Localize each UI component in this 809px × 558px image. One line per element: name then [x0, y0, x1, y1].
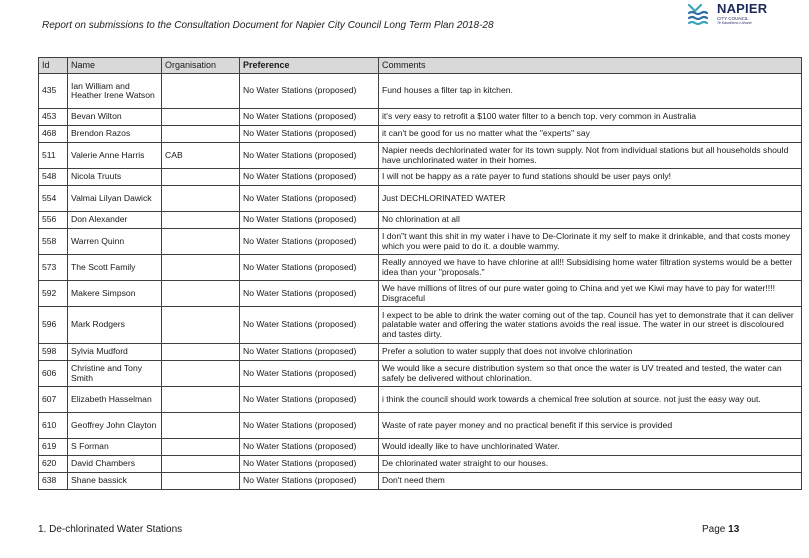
cell-preference: No Water Stations (proposed) [240, 361, 379, 387]
cell-organisation [162, 255, 240, 281]
cell-organisation [162, 473, 240, 490]
table-row [39, 307, 802, 344]
cell-comment: i think the council should work towards a chemical free solution at source. not just the easy way out. [379, 387, 802, 413]
cell-comment: De chlorinated water straight to our houses. [379, 456, 802, 473]
cell-preference: No Water Stations (proposed) [240, 307, 379, 344]
cell-name: Mark Rodgers [68, 307, 162, 344]
cell-id: 468 [39, 126, 68, 143]
table-row [39, 456, 802, 473]
cell-comment: it's very easy to retrofit a $100 water filter to a bench top. very common in Australia [379, 109, 802, 126]
logo-subtitle: CITY COUNCIL [717, 16, 749, 21]
footer-page [702, 524, 739, 535]
cell-comment: Really annoyed we have to have chlorine at all!! Subsidising home water filtration systems would be a better idea than your "proposals." [379, 255, 802, 281]
cell-comment: Napier needs dechlorinated water for its town supply. Not from individual stations but all households should have unchlorinated water in their homes. [379, 143, 802, 169]
cell-name: The Scott Family [68, 255, 162, 281]
cell-preference: No Water Stations (proposed) [240, 473, 379, 490]
cell-name: Nicola Truuts [68, 169, 162, 186]
cell-organisation [162, 109, 240, 126]
cell-id: 598 [39, 344, 68, 361]
table-row [39, 169, 802, 186]
cell-organisation [162, 387, 240, 413]
cell-organisation [162, 229, 240, 255]
cell-preference: No Water Stations (proposed) [240, 212, 379, 229]
cell-name: Valmai Lilyan Dawick [68, 186, 162, 212]
table-row [39, 143, 802, 169]
cell-comment: I will not be happy as a rate payer to fund stations should be user pays only! [379, 169, 802, 186]
submissions-table [38, 57, 802, 490]
header-organisation: Organisation [162, 58, 240, 74]
cell-preference: No Water Stations (proposed) [240, 229, 379, 255]
table-row [39, 74, 802, 109]
footer-page-number: 13 [728, 524, 740, 535]
cell-id: 554 [39, 186, 68, 212]
cell-preference: No Water Stations (proposed) [240, 456, 379, 473]
footer-page-label: Page [702, 524, 726, 535]
cell-id: 558 [39, 229, 68, 255]
cell-preference: No Water Stations (proposed) [240, 281, 379, 307]
table-row [39, 439, 802, 456]
cell-comment: No chlorination at all [379, 212, 802, 229]
table-row [39, 109, 802, 126]
cell-name: Valerie Anne Harris [68, 143, 162, 169]
table-row [39, 212, 802, 229]
table-row [39, 229, 802, 255]
cell-id: 556 [39, 212, 68, 229]
logo-wordmark [717, 2, 767, 25]
cell-name: Christine and Tony Smith [68, 361, 162, 387]
cell-name: Don Alexander [68, 212, 162, 229]
table-row [39, 344, 802, 361]
cell-name: S Forman [68, 439, 162, 456]
cell-preference: No Water Stations (proposed) [240, 169, 379, 186]
cell-id: 592 [39, 281, 68, 307]
cell-comment: We have millions of litres of our pure water going to China and yet we Kiwi may have to pay for water!!!! Disgraceful [379, 281, 802, 307]
cell-preference: No Water Stations (proposed) [240, 186, 379, 212]
cell-preference: No Water Stations (proposed) [240, 255, 379, 281]
cell-organisation [162, 344, 240, 361]
header-name: Name [68, 58, 162, 74]
cell-name: Shane bassick [68, 473, 162, 490]
cell-name: Bevan Wilton [68, 109, 162, 126]
cell-name: David Chambers [68, 456, 162, 473]
cell-organisation [162, 361, 240, 387]
cell-preference: No Water Stations (proposed) [240, 344, 379, 361]
cell-organisation [162, 307, 240, 344]
cell-id: 453 [39, 109, 68, 126]
table-body [39, 74, 802, 490]
cell-id: 511 [39, 143, 68, 169]
cell-comment: I expect to be able to drink the water coming out of the tap. Council has yet to demonstrate that it can deliver palatable water and offering the water stations avoids the real issue. The water in our street is discoloured and tastes dirty. [379, 307, 802, 344]
cell-id: 638 [39, 473, 68, 490]
cell-organisation [162, 186, 240, 212]
cell-id: 596 [39, 307, 68, 344]
cell-organisation [162, 74, 240, 109]
cell-preference: No Water Stations (proposed) [240, 74, 379, 109]
report-title: Report on submissions to the Consultation Document for Napier City Council Long Term Plan 2018-28 [42, 20, 494, 31]
cell-comment: Would ideally like to have unchlorinated Water. [379, 439, 802, 456]
cell-preference: No Water Stations (proposed) [240, 439, 379, 456]
cell-name: Sylvia Mudford [68, 344, 162, 361]
cell-preference: No Water Stations (proposed) [240, 413, 379, 439]
table-row [39, 255, 802, 281]
table-row [39, 186, 802, 212]
footer-section-label: 1. De-chlorinated Water Stations [38, 524, 183, 535]
cell-comment: it can't be good for us no matter what the "experts" say [379, 126, 802, 143]
table-header-row [39, 58, 802, 74]
cell-comment: We would like a secure distribution system so that once the water is UV treated and tested, the water can safely be delivered without chlorination. [379, 361, 802, 387]
cell-id: 573 [39, 255, 68, 281]
cell-organisation [162, 413, 240, 439]
cell-organisation [162, 439, 240, 456]
cell-name: Makere Simpson [68, 281, 162, 307]
logo-name: NAPIER [717, 1, 768, 16]
cell-id: 620 [39, 456, 68, 473]
cell-id: 435 [39, 74, 68, 109]
header-comments: Comments [379, 58, 802, 74]
cell-name: Ian William and Heather Irene Watson [68, 74, 162, 109]
cell-name: Geoffrey John Clayton [68, 413, 162, 439]
cell-organisation [162, 281, 240, 307]
cell-organisation: CAB [162, 143, 240, 169]
cell-organisation [162, 456, 240, 473]
table-row [39, 387, 802, 413]
header-preference: Preference [240, 58, 379, 74]
cell-id: 607 [39, 387, 68, 413]
cell-preference: No Water Stations (proposed) [240, 126, 379, 143]
cell-name: Brendon Razos [68, 126, 162, 143]
cell-comment: Just DECHLORINATED WATER [379, 186, 802, 212]
cell-organisation [162, 169, 240, 186]
logo-tagline: Te Kaunihera o Ahuriri [717, 21, 752, 25]
cell-comment: I don"t want this shit in my water i have to De-Clorinate it my self to make it drinkable, and that costs money which you were paid to do it. a double wammy. [379, 229, 802, 255]
table-row [39, 281, 802, 307]
cell-organisation [162, 212, 240, 229]
cell-name: Elizabeth Hasselman [68, 387, 162, 413]
cell-id: 610 [39, 413, 68, 439]
cell-organisation [162, 126, 240, 143]
cell-comment: Don't need them [379, 473, 802, 490]
table-row [39, 126, 802, 143]
cell-comment: Prefer a solution to water supply that does not involve chlorination [379, 344, 802, 361]
table-row [39, 361, 802, 387]
cell-id: 619 [39, 439, 68, 456]
cell-id: 606 [39, 361, 68, 387]
cell-comment: Waste of rate payer money and no practical benefit if this service is provided [379, 413, 802, 439]
cell-id: 548 [39, 169, 68, 186]
header-id: Id [39, 58, 68, 74]
cell-preference: No Water Stations (proposed) [240, 143, 379, 169]
cell-name: Warren Quinn [68, 229, 162, 255]
table-row [39, 413, 802, 439]
cell-preference: No Water Stations (proposed) [240, 387, 379, 413]
table-row [39, 473, 802, 490]
cell-preference: No Water Stations (proposed) [240, 109, 379, 126]
cell-comment: Fund houses a filter tap in kitchen. [379, 74, 802, 109]
